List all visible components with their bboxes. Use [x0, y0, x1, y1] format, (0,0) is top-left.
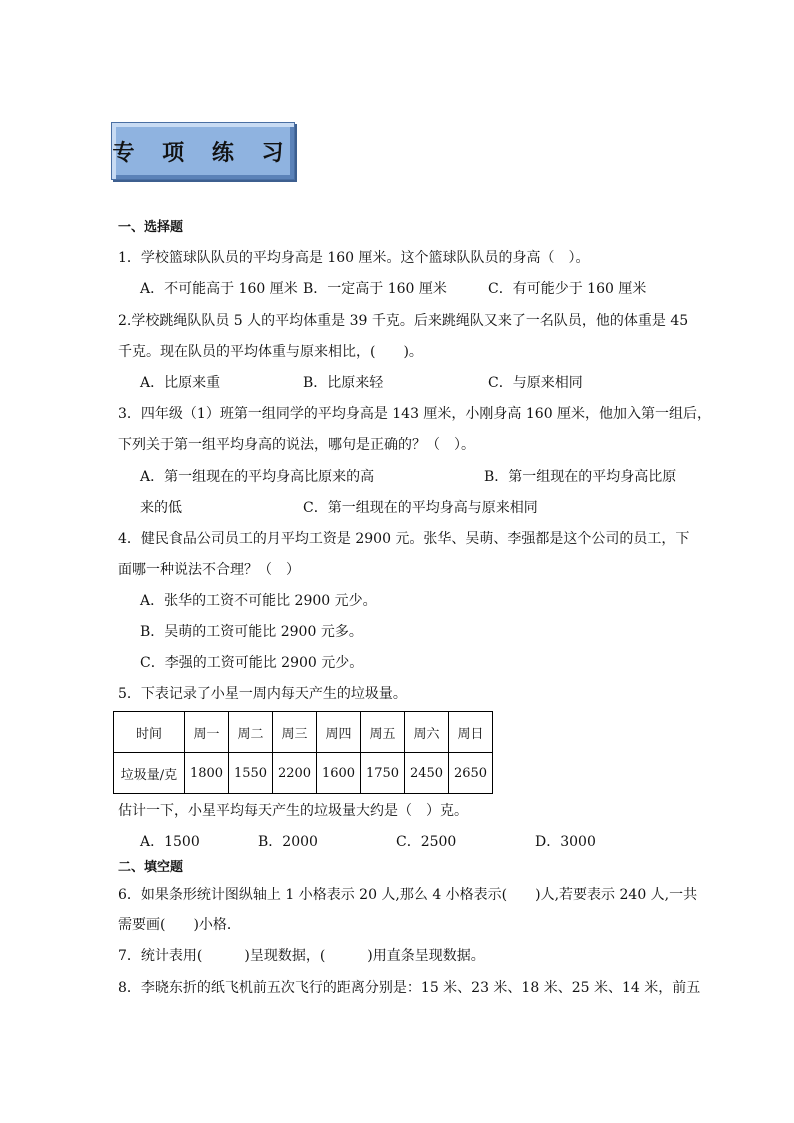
- table-row: [114, 712, 493, 753]
- q5-option-c: C．2500: [396, 834, 457, 850]
- q5-option-d: D．3000: [535, 834, 596, 850]
- table-cell: 周二: [229, 712, 273, 753]
- q3-option-b: B．第一组现在的平均身高比原: [484, 469, 677, 485]
- table-cell: 周三: [273, 712, 317, 753]
- question-5: 5．下表记录了小星一周内每天产生的垃圾量。: [118, 686, 407, 702]
- q1-option-b: B．一定高于 160 厘米: [303, 281, 447, 297]
- question-6-line-2: 需要画( )小格．: [118, 917, 241, 933]
- q3-option-b-continued: 来的低: [140, 500, 182, 516]
- table-cell: 时间: [114, 712, 185, 753]
- q5-option-b: B．2000: [258, 834, 318, 850]
- garbage-table: [113, 711, 493, 794]
- table-cell: 周一: [185, 712, 229, 753]
- question-1: 1．学校篮球队队员的平均身高是 160 厘米。这个篮球队队员的身高（ ）。: [118, 250, 590, 266]
- table-cell: 1750: [361, 753, 405, 794]
- q2-option-a: A．比原来重: [140, 375, 221, 391]
- q3-option-c: C．第一组现在的平均身高与原来相同: [303, 500, 538, 516]
- table-cell: 垃圾量/克: [114, 753, 185, 794]
- question-2-line-1: 2.学校跳绳队队员 5 人的平均体重是 39 千克。后来跳绳队又来了一名队员，他的体重是 45: [118, 313, 689, 329]
- page-title: 专 项 练 习: [111, 122, 295, 180]
- question-4-line-2: 面哪一种说法不合理？（ ）: [118, 562, 300, 578]
- q4-option-b: B．吴萌的工资可能比 2900 元多。: [140, 624, 363, 640]
- q2-option-b: B．比原来轻: [303, 375, 384, 391]
- table-cell: 周六: [405, 712, 449, 753]
- q3-option-a: A．第一组现在的平均身高比原来的高: [140, 469, 375, 485]
- table-row: [114, 753, 493, 794]
- question-4-line-1: 4．健民食品公司员工的月平均工资是 2900 元。张华、吴萌、李强都是这个公司的员工，下: [118, 531, 690, 547]
- question-8: 8．李晓东折的纸飞机前五次飞行的距离分别是：15 米、23 米、18 米、25 米、14 米，前五: [118, 980, 701, 996]
- table-cell: 1800: [185, 753, 229, 794]
- question-5-prompt: 估计一下，小星平均每天产生的垃圾量大约是（ ）克。: [118, 803, 468, 819]
- q1-option-a: A．不可能高于 160 厘米: [140, 281, 298, 297]
- section-heading-fill: 二、填空题: [118, 860, 184, 875]
- table-cell: 2200: [273, 753, 317, 794]
- table-cell: 周四: [317, 712, 361, 753]
- question-2-line-2: 千克。现在队员的平均体重与原来相比，( )。: [118, 344, 423, 360]
- table-cell: 2450: [405, 753, 449, 794]
- q1-option-c: C．有可能少于 160 厘米: [488, 281, 647, 297]
- q4-option-c: C．李强的工资可能比 2900 元少。: [140, 655, 364, 671]
- table-cell: 周五: [361, 712, 405, 753]
- question-6-line-1: 6．如果条形统计图纵轴上 1 小格表示 20 人,那么 4 小格表示( )人,若要表示 240 人,一共: [118, 887, 698, 903]
- table-cell: 1550: [229, 753, 273, 794]
- table-cell: 2650: [449, 753, 493, 794]
- table-cell: 周日: [449, 712, 493, 753]
- q5-option-a: A．1500: [140, 834, 200, 850]
- question-3-line-2: 下列关于第一组平均身高的说法，哪句是正确的？（ ）。: [118, 437, 475, 453]
- section-heading-choice: 一、选择题: [118, 220, 184, 235]
- q2-option-c: C．与原来相同: [488, 375, 583, 391]
- question-3-line-1: 3．四年级（1）班第一组同学的平均身高是 143 厘米，小刚身高 160 厘米，他加入第一组后，: [118, 406, 712, 422]
- question-7: 7．统计表用( )呈现数据，( )用直条呈现数据。: [118, 948, 485, 964]
- table-cell: 1600: [317, 753, 361, 794]
- q4-option-a: A．张华的工资不可能比 2900 元少。: [140, 593, 377, 609]
